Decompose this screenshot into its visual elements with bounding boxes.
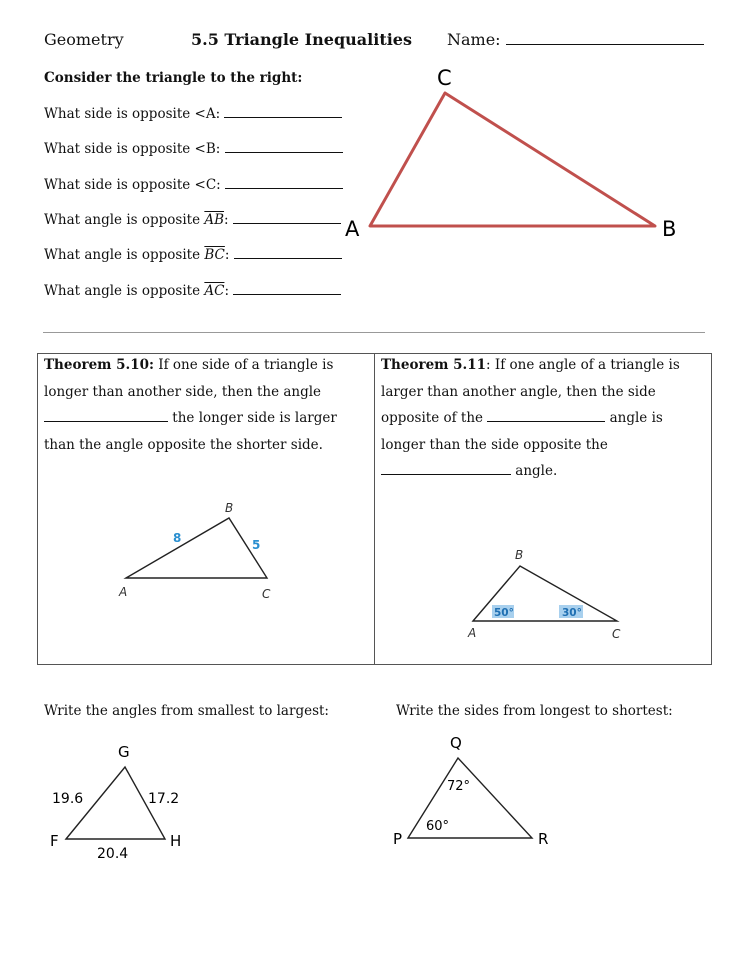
question-angle-ab: What angle is opposite $\overline{AB}$: xyxy=(44,211,341,228)
worksheet-title: 5.5 Triangle Inequalities xyxy=(191,30,412,49)
big-triangle-label-b: B xyxy=(662,217,677,241)
big-triangle-label-a: A xyxy=(345,217,360,241)
question-angle-bc: What angle is opposite $\overline{BC}$: xyxy=(44,246,342,263)
name-label: Name: xyxy=(447,30,704,49)
question-side-b: What side is opposite <B: xyxy=(44,140,343,157)
theorem-510-text: Theorem 5.10: If one side of a triangle is longer than another side, then the angle the longer side is larger than the angle opposite the shorter side. xyxy=(44,357,337,453)
fig511-label-b: B xyxy=(515,548,524,562)
course-label: Geometry xyxy=(44,30,124,49)
fig511-label-a: A xyxy=(468,626,477,640)
fgh-side-fg: 19.6 xyxy=(52,791,84,807)
segment-ab: $\overline{AB}$ xyxy=(204,212,225,228)
fgh-side-fh: 20.4 xyxy=(97,846,129,862)
fig510-side-ab: 8 xyxy=(173,531,182,545)
fig510-label-c: C xyxy=(262,587,271,601)
fig511-angle-a: 50° xyxy=(494,607,514,619)
fgh-label-h: H xyxy=(170,832,182,850)
question-angle-ac: What angle is opposite $\overline{AC}$: xyxy=(44,282,341,299)
theorem-511-text: Theorem 5.11: If one angle of a triangle is larger than another angle, then the side opposite of the angle is longer than the side opposite the angle. xyxy=(381,357,680,479)
fig510-label-b: B xyxy=(225,501,234,515)
fgh-label-f: F xyxy=(50,832,59,850)
fgh-side-gh: 17.2 xyxy=(148,791,180,807)
fig511-label-c: C xyxy=(612,627,621,641)
question-side-c: What side is opposite <C: xyxy=(44,176,343,193)
fgh-label-g: G xyxy=(118,743,130,761)
pqr-label-q: Q xyxy=(450,734,462,752)
fig510-label-a: A xyxy=(119,585,128,599)
question-side-a: What side is opposite <A: xyxy=(44,105,342,122)
big-triangle-label-c: C xyxy=(437,66,452,90)
section1-heading: Consider the triangle to the right: xyxy=(44,70,303,86)
practice-sides-prompt: Write the sides from longest to shortest: xyxy=(396,703,673,719)
segment-ac: $\overline{AC}$ xyxy=(204,283,225,299)
pqr-label-r: R xyxy=(538,830,549,848)
pqr-angle-p: 60° xyxy=(426,819,450,834)
pqr-angle-q: 72° xyxy=(447,779,471,794)
pqr-label-p: P xyxy=(393,830,403,848)
segment-bc: $\overline{BC}$ xyxy=(204,247,225,263)
fig510-side-bc: 5 xyxy=(252,538,261,552)
practice-angles-prompt: Write the angles from smallest to largest: xyxy=(44,703,329,719)
fig511-angle-c: 30° xyxy=(562,607,582,619)
